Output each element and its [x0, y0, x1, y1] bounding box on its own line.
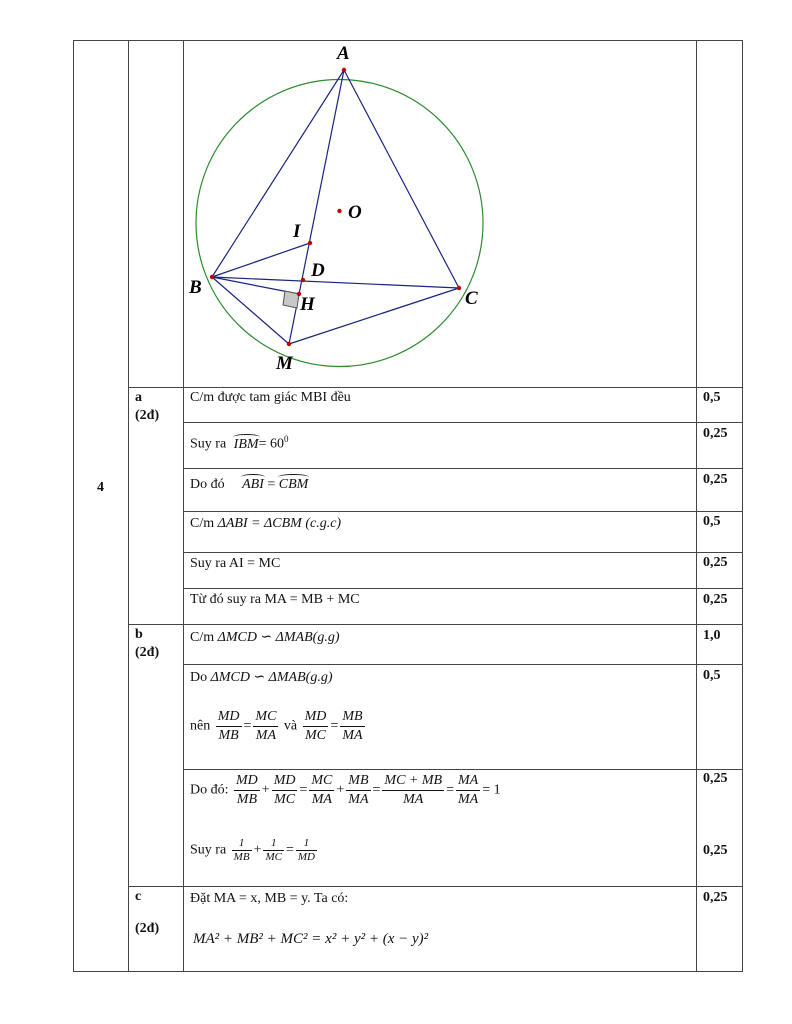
row-divider [128, 387, 743, 388]
score-b3: 0,25 [703, 771, 728, 786]
point-m [287, 342, 291, 346]
fraction: $\frac{MC + MB}{MA}$ [384, 773, 443, 807]
label-d: D [311, 260, 325, 281]
similarity-expr: ΔMCD ∽ ΔMAB(g.g) [210, 670, 333, 685]
part-letter: b [135, 627, 143, 642]
step-b3: Do đó: $\frac{MD}{MB}$ + $\frac{MD}{MC}$ = $\frac{MC}{MA}$ + $\frac{MB}{MA}$ = $\frac{MC + MB}{MA}$ = $\frac{MA}{MA}$ = 1 [190, 773, 501, 807]
score-a1: 0,5 [703, 390, 721, 405]
row-divider [183, 511, 743, 512]
segment-ab [212, 70, 344, 277]
step-a1: C/m được tam giác MBI đều [190, 390, 351, 405]
step-prefix: Do đó: [190, 782, 229, 798]
score-b4: 0,25 [703, 843, 728, 858]
step-prefix: Suy ra [190, 842, 227, 858]
row-divider [128, 624, 743, 625]
angle-ibm: IBM [233, 436, 259, 452]
fraction: $\frac{MD}{MC}$ [273, 773, 296, 807]
part-letter: c [135, 889, 142, 904]
label-h: H [300, 294, 315, 315]
score-a6: 0,25 [703, 592, 728, 607]
question-number: 4 [97, 480, 104, 495]
fraction: $\frac{1}{MC}$ [265, 837, 282, 863]
geometry-figure [184, 41, 696, 386]
table-border-bottom [73, 971, 743, 972]
angle-cbm: CBM [278, 477, 309, 492]
equals-value: = 60 [258, 436, 284, 452]
fraction: $\frac{MD}{MC}$ [304, 709, 327, 743]
point-b [210, 275, 214, 279]
row-divider [183, 422, 743, 423]
segment-bm [212, 277, 289, 344]
label-a: A [337, 43, 350, 64]
fraction: $\frac{MA}{MA}$ [457, 773, 479, 807]
part-b-label [135, 626, 159, 662]
segment-ac [344, 70, 459, 288]
conjunction: và [283, 718, 298, 734]
step-prefix: C/m [190, 630, 215, 645]
label-o: O [348, 202, 362, 223]
point-o [337, 209, 341, 213]
step-b2 [190, 669, 333, 687]
fraction: $\frac{MD}{MB}$ [236, 773, 258, 807]
segment-bi [212, 243, 310, 277]
column-divider [696, 40, 697, 972]
step-c1: Đặt MA = x, MB = y. Ta có: [190, 891, 349, 906]
fraction: $\frac{MC}{MA}$ [311, 773, 333, 807]
step-a3 [190, 476, 308, 494]
step-a6: Từ đó suy ra MA = MB + MC [190, 592, 360, 607]
score-a4: 0,5 [703, 514, 721, 529]
row-divider [128, 886, 743, 887]
step-prefix: nên [190, 718, 211, 734]
row-divider [183, 769, 743, 770]
circumcircle [196, 80, 483, 367]
similarity-expr: ΔMCD ∽ ΔMAB(g.g) [217, 630, 340, 645]
right-angle-marker [283, 291, 299, 308]
step-b4: Suy ra $\frac{1}{MB}$ + $\frac{1}{MC}$ = $\frac{1}{MD}$ [190, 837, 315, 863]
score-a5: 0,25 [703, 555, 728, 570]
label-m: M [276, 353, 293, 374]
point-i [308, 241, 312, 245]
table-border-right [742, 40, 743, 972]
fraction: $\frac{MB}{MA}$ [348, 773, 369, 807]
part-points: (2đ) [135, 408, 160, 423]
step-a2 [190, 430, 288, 454]
step-b1 [190, 629, 340, 647]
degree-sup: 0 [283, 434, 289, 444]
label-b: B [189, 277, 202, 298]
score-a3: 0,25 [703, 472, 728, 487]
score-a2: 0,25 [703, 426, 728, 441]
part-a-label [135, 389, 159, 425]
step-prefix: Do [190, 670, 208, 685]
step-prefix: C/m [190, 516, 215, 531]
row-divider [183, 552, 743, 553]
label-c: C [465, 288, 478, 309]
score-b2: 0,5 [703, 668, 721, 683]
congruence-expr: ΔABI = ΔCBM (c.g.c) [217, 516, 342, 531]
column-divider [128, 40, 129, 972]
step-a5: Suy ra AI = MC [190, 556, 281, 571]
step-prefix: Suy ra [190, 436, 227, 452]
label-i: I [293, 221, 301, 242]
score-b1: 1,0 [703, 628, 721, 643]
part-letter: a [135, 390, 142, 405]
point-c [457, 286, 461, 290]
row-divider [183, 664, 743, 665]
score-c1: 0,25 [703, 890, 728, 905]
step-c1-expr: MA² + MB² + MC² = x² + y² + (x − y)² [193, 931, 429, 947]
part-points: (2đ) [135, 921, 160, 936]
fraction: $\frac{1}{MB}$ [233, 837, 250, 863]
result-value: = 1 [482, 782, 501, 798]
point-d [301, 278, 305, 282]
point-a [342, 68, 346, 72]
part-points: (2đ) [135, 645, 160, 660]
fraction: $\frac{MC}{MA}$ [255, 709, 277, 743]
fraction: $\frac{MD}{MB}$ [217, 709, 240, 743]
row-divider [183, 468, 743, 469]
angle-abi: ABI [242, 477, 264, 492]
equals-sign: = [267, 477, 276, 492]
answer-table [73, 40, 743, 972]
table-border-left [73, 40, 74, 972]
step-b2-ratios: nên $\frac{MD}{MB}$ = $\frac{MC}{MA}$ và $\frac{MD}{MC}$ = $\frac{MB}{MA}$ [190, 709, 363, 743]
step-a4 [190, 515, 341, 533]
step-prefix: Do đó [190, 477, 225, 492]
row-divider [183, 588, 743, 589]
fraction: $\frac{1}{MD}$ [297, 837, 315, 863]
segment-bc [212, 277, 459, 288]
part-c-label [135, 888, 159, 938]
fraction: $\frac{MB}{MA}$ [342, 709, 363, 743]
